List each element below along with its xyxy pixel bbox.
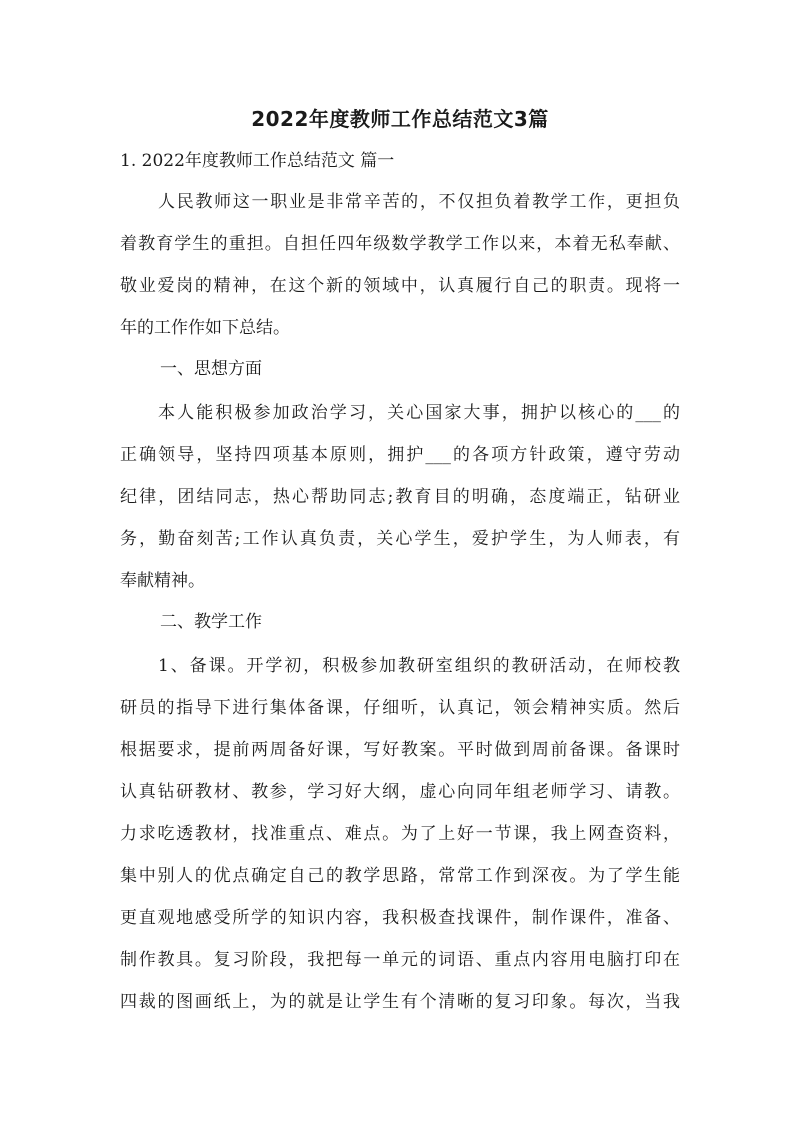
paragraph-line: 四裁的图画纸上，为的就是让学生有个清晰的复习印象。每次，当我 [120, 992, 680, 1012]
document-title: 2022年度教师工作总结范文3篇 [251, 107, 549, 131]
paragraph-line: 更直观地感受所学的知识内容，我积极查找课件，制作课件，准备、 [120, 908, 680, 928]
intro-paragraph [120, 181, 680, 349]
paragraph-line: 人民教师这一职业是非常辛苦的，不仅担负着教学工作，更担负 [158, 192, 680, 212]
paragraph-line: 1、备课。开学初，积极参加教研室组织的教研活动，在师校教 [158, 656, 680, 676]
paragraph-line: 制作教具。复习阶段，我把每一单元的词语、重点内容用电脑打印在 [120, 950, 680, 970]
ideology-paragraph [120, 392, 680, 602]
paragraph-line: 纪律，团结同志，热心帮助同志;教育目的明确，态度端正，钻研业 [120, 487, 680, 507]
paragraph-line: 年的工作作如下总结。 [120, 318, 290, 338]
section-heading-teaching: 二、教学工作 [160, 612, 262, 632]
paragraph-line: 根据要求，提前两周备好课，写好教案。平时做到周前备课。备课时 [120, 740, 680, 760]
section-heading-ideology: 一、思想方面 [160, 359, 262, 379]
paragraph-line: 着教育学生的重担。自担任四年级数学教学工作以来，本着无私奉献、 [120, 234, 680, 254]
paragraph-line: 认真钻研教材、教参，学习好大纲，虚心向同年组老师学习、请教。 [120, 782, 680, 802]
paragraph-line: 正确领导，坚持四项基本原则，拥护___的各项方针政策，遵守劳动 [120, 445, 680, 465]
teaching-paragraph [120, 645, 680, 1023]
paragraph-line: 敬业爱岗的精神，在这个新的领域中，认真履行自己的职责。现将一 [120, 276, 680, 296]
article-subtitle: 1. 2022年度教师工作总结范文 篇一 [120, 151, 395, 171]
paragraph-line: 集中别人的优点确定自己的教学思路，常常工作到深夜。为了学生能 [120, 866, 680, 886]
paragraph-line: 奉献精神。 [120, 571, 205, 591]
paragraph-line: 研员的指导下进行集体备课，仔细听，认真记，领会精神实质。然后 [120, 698, 680, 718]
paragraph-line: 力求吃透教材，找准重点、难点。为了上好一节课，我上网查资料， [120, 824, 680, 844]
paragraph-line: 本人能积极参加政治学习，关心国家大事，拥护以核心的___的 [158, 403, 680, 423]
paragraph-line: 务，勤奋刻苦;工作认真负责，关心学生，爱护学生，为人师表，有 [120, 529, 680, 549]
